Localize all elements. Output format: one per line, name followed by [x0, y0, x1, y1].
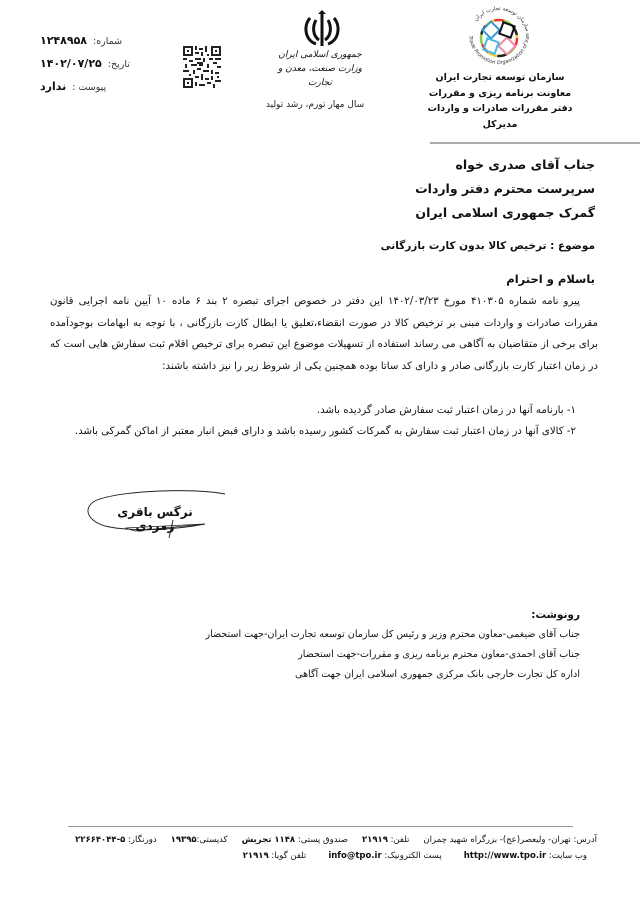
cc-item: جناب آقای احمدی-معاون محترم برنامه ریزی و مقررات-جهت استحضار: [298, 649, 580, 660]
footer-email: [328, 848, 441, 864]
gov-line-2: وزارت صنعت، معدن و تجارت: [278, 64, 362, 88]
org-line: مدیرکل: [482, 118, 518, 130]
attachment-label: پیوست :: [72, 82, 107, 93]
footer-phone: [362, 832, 409, 848]
org-line: دفتر مقررات صادرات و واردات: [427, 103, 573, 114]
header-divider: [430, 142, 640, 144]
fax-label: دورنگار:: [128, 835, 157, 845]
attachment-row: [40, 76, 160, 99]
voice-value: ۲۱۹۱۹: [242, 851, 269, 861]
ministry-header: [270, 48, 370, 90]
footer-pobox: [242, 832, 348, 848]
phone-label: تلفن:: [390, 835, 410, 845]
email-link[interactable]: info@tpo.ir: [328, 851, 382, 861]
letter-number-value: ۱۲۴۸۹۵۸: [40, 34, 87, 47]
email-label: پست الکترونیک:: [384, 851, 442, 861]
condition-item: ۲- کالای آنها در زمان اعتبار ثبت سفارش به گمرکات کشور رسیده باشد و دارای قبض انبار معتبر از اماکن گمرکی باشد.: [74, 426, 576, 437]
greeting: باسلام و احترام: [506, 272, 595, 286]
cc-title: رونوشت:: [531, 609, 580, 621]
address-value: تهران- ولیعصر(عج)- بزرگراه شهید چمران: [423, 835, 571, 845]
logo-text-fa: سازمان توسعه تجارت ایران: [473, 5, 531, 33]
footer-postal: [171, 832, 228, 848]
footer-website: [464, 848, 587, 864]
conditions-list: [50, 400, 598, 442]
letter-date-label: تاریخ:: [107, 59, 130, 70]
attachment-value: ندارد: [40, 80, 67, 93]
tpo-logo-icon: [455, 2, 543, 74]
logo-text-en: Trade Promotion Organization of Iran: [467, 33, 532, 67]
address-label: آدرس:: [573, 835, 597, 845]
footer-voice: [243, 848, 307, 864]
condition-item: ۱- بارنامه آنها در زمان اعتبار ثبت سفارش صادر گردیده باشد.: [316, 405, 576, 416]
body-paragraph: پیرو نامه شماره ۴۱۰۳۰۵ مورخ ۱۴۰۲/۰۳/۲۳ این دفتر در خصوص اجرای تبصره ۲ بند ۶ ماده ۱۰ آیین نامه اجرایی قانون مقررات صادرات و واردات مبنی بر ترخیص کالا در صورت انقضاء،تعلیق یا ابطال کارت بازرگانی ، با توجه به ابهامات بوجودآمده برای برخی از متقاضیان به آگاهی می رساند استفاده از تسهیلات موضوع این تبصره برای ترخیص اقلام ثبت سفارش هایی است که در زمان اعتبار کارت بازرگانی صادر و دارای کد ساتا بوده همچنین یکی از شروط زیر را نیز داشته باشند:: [50, 296, 598, 372]
letter-number-label: شماره:: [93, 36, 123, 47]
letter-date-row: [40, 53, 160, 76]
org-header: [420, 70, 580, 132]
org-line: معاونت برنامه ریزی و مقررات: [428, 87, 572, 99]
cc-item: جناب آقای ضیغمی-معاون محترم وزیر و رئیس کل سازمان توسعه تجارت ایران-جهت استحضار: [205, 629, 580, 640]
gov-line-1: جمهوری اسلامی ایران: [278, 50, 362, 60]
addressee-line: سرپرست محترم دفتر واردات: [415, 181, 595, 196]
pobox-value: ۱۱۴۸ تجریش: [241, 835, 296, 845]
org-line: سازمان توسعه تجارت ایران: [435, 72, 565, 83]
website-link[interactable]: http://www.tpo.ir: [463, 851, 547, 861]
footer-line-1: [40, 832, 597, 848]
letter-number-row: [40, 30, 160, 53]
cc-item: اداره کل تجارت خارجی بانک مرکزی جمهوری اسلامی ایران جهت آگاهی: [295, 669, 580, 680]
fax-value: ۵-۲۲۶۶۴۰۴۴: [75, 835, 126, 845]
footer-line-2: [40, 848, 597, 864]
addressee-line: گمرک جمهوری اسلامی ایران: [415, 205, 595, 220]
cc-block: [140, 605, 580, 685]
letter-date-value: ۱۴۰۲/۰۷/۲۵: [40, 57, 102, 70]
footer-fax: [75, 832, 157, 848]
qr-code-icon: [183, 46, 221, 88]
footer: [40, 832, 597, 864]
footer-divider: [68, 826, 573, 827]
footer-address: [423, 832, 597, 848]
iran-emblem-icon: [300, 10, 344, 50]
addressee-line: جناب آقای صدری خواه: [455, 157, 595, 172]
postal-value: ۱۹۳۹۵: [170, 835, 197, 845]
signatory-name: نرگس باقری زمردی: [117, 505, 193, 533]
letter-meta: [40, 30, 160, 99]
pobox-label: صندوق پستی:: [297, 835, 348, 845]
letter-body: [50, 291, 598, 377]
website-label: وب سایت:: [548, 851, 587, 861]
voice-label: تلفن گویا:: [271, 851, 307, 861]
svg-text:Trade Promotion Organization o: [467, 33, 531, 66]
phone-value: ۲۱۹۱۹: [361, 835, 388, 845]
addressee-block: [295, 153, 595, 225]
year-slogan: سال مهار تورم، رشد تولید: [265, 100, 365, 110]
subject-line: موضوع : ترخیص کالا بدون کارت بازرگانی: [380, 240, 595, 252]
postal-label: کدپستی:: [196, 835, 228, 845]
